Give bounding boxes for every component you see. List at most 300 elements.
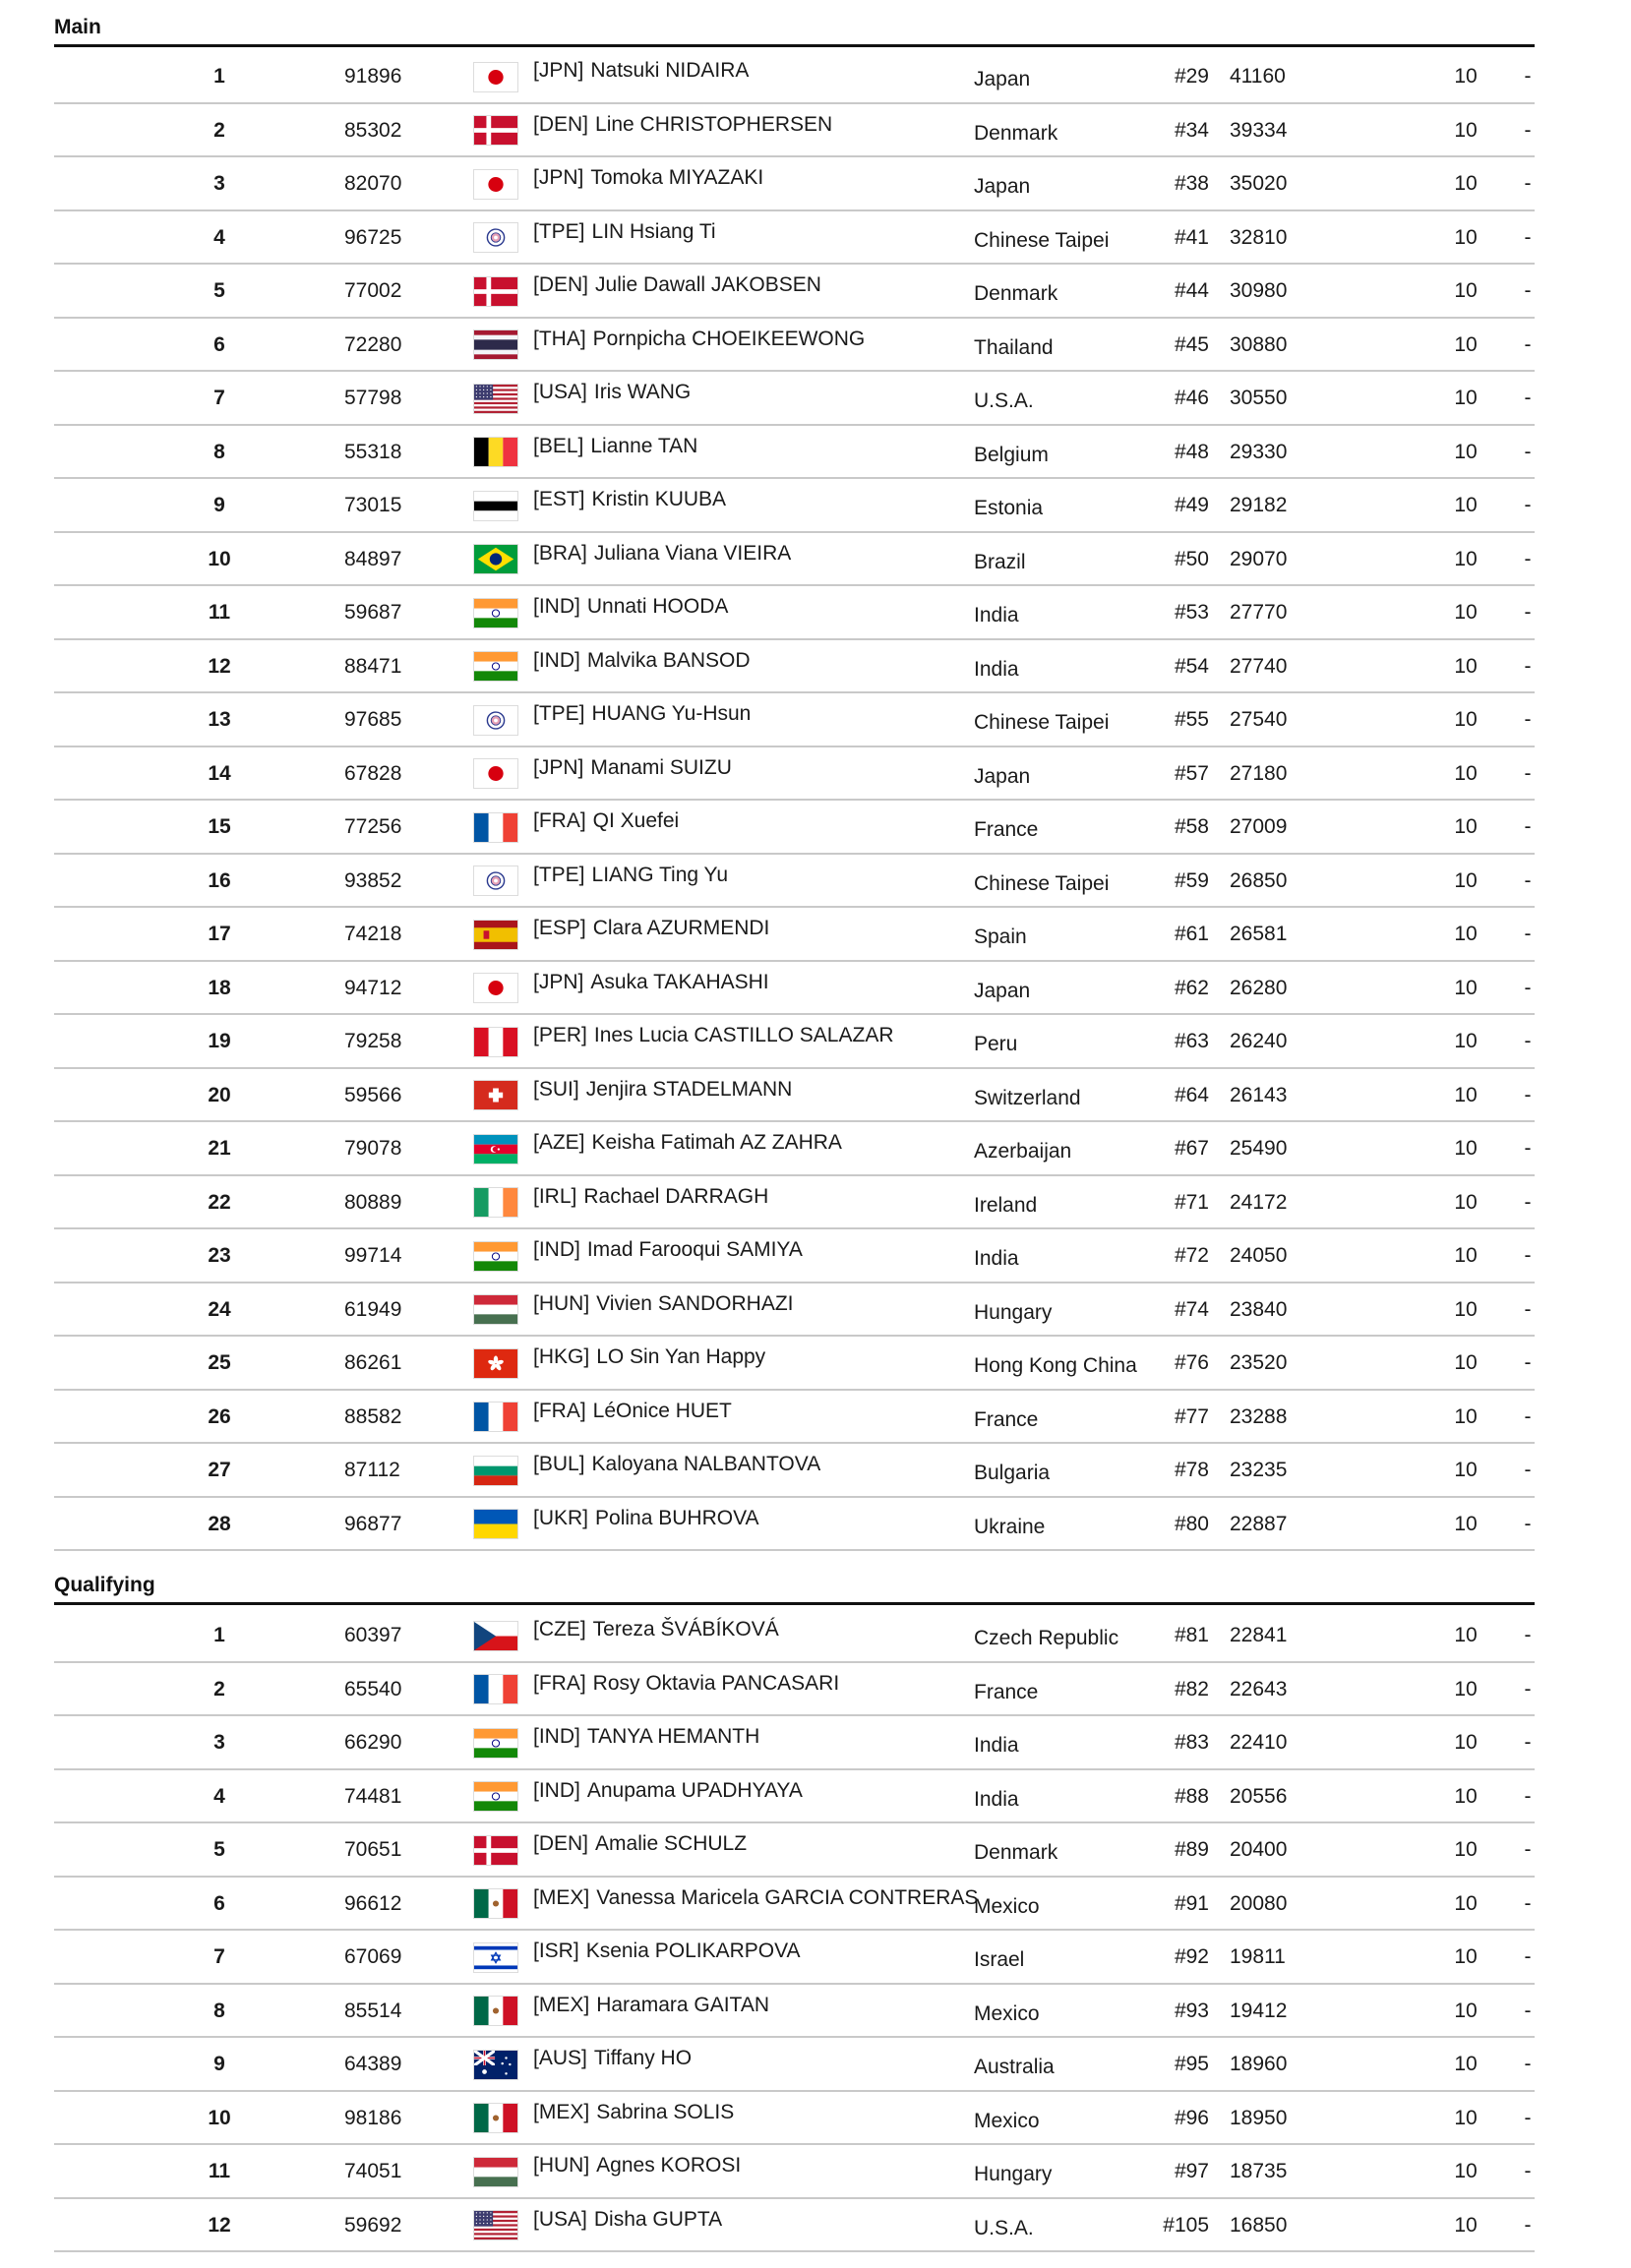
- player-name-cell: [533, 1764, 1015, 1819]
- player-name-cell: [533, 1925, 1015, 1979]
- world-ranking-cell: #53: [1174, 601, 1209, 625]
- world-ranking-cell: #55: [1174, 708, 1209, 732]
- world-ranking-cell: #80: [1174, 1512, 1209, 1535]
- rank-cell: 24: [208, 1297, 231, 1321]
- rank-cell: 11: [208, 601, 231, 625]
- country-cell: Hungary: [974, 2163, 1053, 2186]
- points-cell: 22643: [1230, 1677, 1288, 1701]
- points-cell: 23288: [1230, 1404, 1288, 1428]
- tournaments-cell: 10: [1454, 2106, 1478, 2129]
- country-code: [UKR]: [533, 1506, 589, 1529]
- extra-cell: -: [1524, 118, 1532, 142]
- extra-cell: -: [1524, 547, 1532, 570]
- extra-cell: -: [1524, 1624, 1532, 1647]
- points-cell: 29330: [1230, 440, 1288, 463]
- world-ranking-cell: #83: [1174, 1731, 1209, 1755]
- tournaments-cell: 10: [1454, 1083, 1478, 1106]
- player-name-cell: [533, 634, 1015, 688]
- rank-cell: 20: [208, 1083, 231, 1106]
- flag-cell: [472, 1283, 519, 1338]
- points-cell: 26850: [1230, 868, 1288, 892]
- irl-flag-icon: [473, 1187, 518, 1218]
- extra-cell: -: [1524, 976, 1532, 999]
- world-ranking-cell: #105: [1163, 2213, 1209, 2237]
- player-id-cell: 59566: [344, 1083, 402, 1106]
- world-ranking-cell: #44: [1174, 279, 1209, 303]
- player-name: Kaloyana NALBANTOVA: [591, 1453, 821, 1476]
- player-name: Vivien SANDORHAZI: [596, 1291, 794, 1315]
- flag-cell: [472, 1716, 519, 1770]
- extra-cell: -: [1524, 1945, 1532, 1969]
- flag-cell: [472, 801, 519, 855]
- flag-cell: [472, 1391, 519, 1445]
- table-row: [54, 50, 1535, 104]
- flag-cell: [472, 855, 519, 909]
- world-ranking-cell: #63: [1174, 1030, 1209, 1053]
- extra-cell: -: [1524, 1083, 1532, 1106]
- country-cell: Mexico: [974, 1894, 1040, 1918]
- player-name-cell: [533, 151, 1015, 206]
- player-id-cell: 96612: [344, 1891, 402, 1915]
- den-flag-icon: [473, 1835, 518, 1866]
- mex-flag-icon: [473, 1996, 518, 2026]
- player-id-cell: 64389: [344, 2053, 402, 2076]
- player-name-cell: [533, 1603, 1015, 1657]
- player-name-cell: [533, 742, 1015, 796]
- points-cell: 26240: [1230, 1030, 1288, 1053]
- extra-cell: -: [1524, 494, 1532, 517]
- table-row: [54, 1931, 1535, 1985]
- tournaments-cell: 10: [1454, 332, 1478, 356]
- points-cell: 19811: [1230, 1945, 1286, 1969]
- player-name: Sabrina SOLIS: [596, 2100, 735, 2123]
- bul-flag-icon: [473, 1456, 518, 1486]
- country-cell: India: [974, 1247, 1019, 1271]
- player-name-cell: [533, 366, 1015, 420]
- aus-flag-icon: [473, 2050, 518, 2080]
- points-cell: 32810: [1230, 225, 1288, 249]
- country-code: [HKG]: [533, 1345, 590, 1369]
- player-name: Disha GUPTA: [593, 2207, 723, 2231]
- table-row: [54, 372, 1535, 426]
- player-name: Line CHRISTOPHERSEN: [595, 112, 833, 136]
- points-cell: 26143: [1230, 1083, 1288, 1106]
- player-name: Ksenia POLIKARPOVA: [585, 1940, 801, 1963]
- tournaments-cell: 10: [1454, 2053, 1478, 2076]
- extra-cell: -: [1524, 440, 1532, 463]
- player-id-cell: 84897: [344, 547, 402, 570]
- player-name-cell: [533, 1872, 1015, 1926]
- ind-flag-icon: [473, 1728, 518, 1759]
- player-name-cell: [533, 1009, 1015, 1063]
- country-cell: Estonia: [974, 497, 1044, 520]
- rank-cell: 4: [213, 1784, 225, 1808]
- table-row: [54, 1015, 1535, 1069]
- points-cell: 22841: [1230, 1624, 1288, 1647]
- player-name-cell: [533, 1385, 1015, 1439]
- mex-flag-icon: [473, 2103, 518, 2133]
- player-name: Keisha Fatimah AZ ZAHRA: [591, 1131, 842, 1155]
- table-row: [54, 2038, 1535, 2092]
- extra-cell: -: [1524, 65, 1532, 89]
- table-row: [54, 157, 1535, 211]
- world-ranking-cell: #89: [1174, 1838, 1209, 1862]
- player-name: Iris WANG: [593, 381, 692, 404]
- country-cell: Mexico: [974, 2001, 1040, 2025]
- country-cell: U.S.A.: [974, 389, 1034, 413]
- country-code: [CZE]: [533, 1618, 586, 1641]
- extra-cell: -: [1524, 1404, 1532, 1428]
- tournaments-cell: 10: [1454, 923, 1478, 946]
- extra-cell: -: [1524, 1190, 1532, 1214]
- player-name-cell: [533, 687, 1015, 742]
- den-flag-icon: [473, 276, 518, 307]
- rank-cell: 1: [213, 65, 225, 89]
- country-cell: Hungary: [974, 1300, 1053, 1324]
- flag-cell: [472, 1931, 519, 1985]
- tournaments-cell: 10: [1454, 1624, 1478, 1647]
- player-name: LIN Hsiang Ti: [591, 219, 716, 243]
- world-ranking-cell: #92: [1174, 1945, 1209, 1969]
- country-cell: Chinese Taipei: [974, 228, 1110, 252]
- flag-cell: [472, 1498, 519, 1552]
- player-name-cell: [533, 420, 1015, 474]
- player-id-cell: 72280: [344, 332, 402, 356]
- world-ranking-cell: #77: [1174, 1404, 1209, 1428]
- flag-cell: [472, 1823, 519, 1878]
- extra-cell: -: [1524, 1891, 1532, 1915]
- tournaments-cell: 10: [1454, 601, 1478, 625]
- rank-cell: 10: [208, 2106, 231, 2129]
- table-row: [54, 1985, 1535, 2039]
- country-cell: Bulgaria: [974, 1462, 1051, 1485]
- player-name: Rosy Oktavia PANCASARI: [592, 1671, 840, 1695]
- country-code: [JPN]: [533, 166, 584, 190]
- player-name-cell: [533, 259, 1015, 313]
- tournaments-cell: 10: [1454, 1351, 1478, 1375]
- country-code: [HUN]: [533, 1291, 590, 1315]
- ukr-flag-icon: [473, 1509, 518, 1539]
- flag-cell: [472, 1444, 519, 1498]
- extra-cell: -: [1524, 815, 1532, 839]
- table-row: [54, 211, 1535, 266]
- esp-flag-icon: [473, 920, 518, 950]
- country-cell: India: [974, 604, 1019, 627]
- sui-flag-icon: [473, 1080, 518, 1110]
- isr-flag-icon: [473, 1942, 518, 1973]
- country-cell: Brazil: [974, 550, 1026, 573]
- rank-cell: 26: [208, 1404, 231, 1428]
- country-cell: Thailand: [974, 335, 1054, 359]
- extra-cell: -: [1524, 1731, 1532, 1755]
- flag-cell: [472, 2145, 519, 2199]
- tournaments-cell: 10: [1454, 2213, 1478, 2237]
- player-id-cell: 88471: [344, 654, 402, 678]
- player-name-cell: [533, 580, 1015, 634]
- tpe-flag-icon: [473, 222, 518, 253]
- player-id-cell: 59687: [344, 601, 402, 625]
- points-cell: 30550: [1230, 387, 1288, 410]
- country-cell: Mexico: [974, 2109, 1040, 2132]
- extra-cell: -: [1524, 1512, 1532, 1535]
- player-id-cell: 55318: [344, 440, 402, 463]
- player-name: Julie Dawall JAKOBSEN: [595, 273, 821, 297]
- tournaments-cell: 10: [1454, 1512, 1478, 1535]
- world-ranking-cell: #82: [1174, 1677, 1209, 1701]
- extra-cell: -: [1524, 2106, 1532, 2129]
- mex-flag-icon: [473, 1888, 518, 1919]
- country-code: [AZE]: [533, 1131, 585, 1155]
- world-ranking-cell: #38: [1174, 172, 1209, 196]
- tournaments-cell: 10: [1454, 1244, 1478, 1268]
- world-ranking-cell: #64: [1174, 1083, 1209, 1106]
- country-cell: France: [974, 818, 1039, 842]
- table-row: [54, 2092, 1535, 2146]
- fra-flag-icon: [473, 812, 518, 843]
- extra-cell: -: [1524, 1784, 1532, 1808]
- table-row: [54, 1337, 1535, 1391]
- flag-cell: [472, 211, 519, 266]
- den-flag-icon: [473, 115, 518, 146]
- tournaments-cell: 10: [1454, 494, 1478, 517]
- player-name: Tiffany HO: [593, 2047, 693, 2070]
- table-row: [54, 2199, 1535, 2253]
- country-code: [TPE]: [533, 863, 585, 886]
- ind-flag-icon: [473, 1241, 518, 1272]
- player-name: HUANG Yu-Hsun: [591, 702, 752, 726]
- country-cell: Denmark: [974, 1841, 1058, 1865]
- table-row: [54, 1444, 1535, 1498]
- table-row: [54, 1770, 1535, 1824]
- country-cell: Ireland: [974, 1193, 1038, 1217]
- country-code: [SUI]: [533, 1077, 579, 1101]
- player-id-cell: 97685: [344, 708, 402, 732]
- country-cell: Switzerland: [974, 1086, 1081, 1109]
- hkg-flag-icon: [473, 1348, 518, 1379]
- points-cell: 25490: [1230, 1137, 1288, 1161]
- rank-cell: 17: [208, 923, 231, 946]
- rank-cell: 15: [208, 815, 231, 839]
- country-cell: France: [974, 1407, 1039, 1431]
- player-id-cell: 60397: [344, 1624, 402, 1647]
- rank-cell: 19: [208, 1030, 231, 1053]
- extra-cell: -: [1524, 1297, 1532, 1321]
- rank-cell: 16: [208, 868, 231, 892]
- world-ranking-cell: #74: [1174, 1297, 1209, 1321]
- extra-cell: -: [1524, 2213, 1532, 2237]
- table-row: [54, 640, 1535, 694]
- extra-cell: -: [1524, 279, 1532, 303]
- player-name: Malvika BANSOD: [586, 648, 751, 672]
- player-name-cell: [533, 1818, 1015, 1872]
- rank-cell: 7: [213, 387, 225, 410]
- world-ranking-cell: #81: [1174, 1624, 1209, 1647]
- player-name: Imad Farooqui SAMIYA: [586, 1238, 803, 1262]
- tournaments-cell: 10: [1454, 387, 1478, 410]
- country-cell: Japan: [974, 68, 1031, 91]
- player-id-cell: 88582: [344, 1404, 402, 1428]
- rank-cell: 3: [213, 172, 225, 196]
- rank-cell: 12: [208, 654, 231, 678]
- world-ranking-cell: #88: [1174, 1784, 1209, 1808]
- tha-flag-icon: [473, 329, 518, 360]
- country-code: [FRA]: [533, 1399, 586, 1422]
- rank-cell: 22: [208, 1190, 231, 1214]
- country-code: [IND]: [533, 595, 580, 619]
- flag-cell: [472, 1985, 519, 2039]
- cze-flag-icon: [473, 1621, 518, 1651]
- player-name-cell: [533, 1063, 1015, 1117]
- flag-cell: [472, 1176, 519, 1230]
- flag-cell: [472, 1069, 519, 1123]
- rank-cell: 9: [213, 2053, 225, 2076]
- flag-cell: [472, 1663, 519, 1717]
- est-flag-icon: [473, 491, 518, 521]
- country-code: [USA]: [533, 2207, 587, 2231]
- tournaments-cell: 10: [1454, 225, 1478, 249]
- flag-cell: [472, 265, 519, 319]
- world-ranking-cell: #49: [1174, 494, 1209, 517]
- table-row: [54, 104, 1535, 158]
- rank-cell: 25: [208, 1351, 231, 1375]
- extra-cell: -: [1524, 1137, 1532, 1161]
- tournaments-cell: 10: [1454, 815, 1478, 839]
- points-cell: 35020: [1230, 172, 1288, 196]
- rank-cell: 4: [213, 225, 225, 249]
- country-code: [PER]: [533, 1024, 587, 1047]
- hun-flag-icon: [473, 1294, 518, 1325]
- player-id-cell: 96877: [344, 1512, 402, 1535]
- player-name-cell: [533, 956, 1015, 1010]
- world-ranking-cell: #57: [1174, 761, 1209, 785]
- points-cell: 27740: [1230, 654, 1288, 678]
- extra-cell: -: [1524, 654, 1532, 678]
- country-code: [TPE]: [533, 702, 585, 726]
- usa-flag-icon: [473, 384, 518, 414]
- country-code: [AUS]: [533, 2047, 587, 2070]
- table-row: [54, 319, 1535, 373]
- rank-cell: 8: [213, 1999, 225, 2022]
- table-row: [54, 693, 1535, 747]
- country-code: [DEN]: [533, 273, 589, 297]
- player-id-cell: 74218: [344, 923, 402, 946]
- extra-cell: -: [1524, 761, 1532, 785]
- world-ranking-cell: #61: [1174, 923, 1209, 946]
- country-code: [IRL]: [533, 1184, 577, 1208]
- extra-cell: -: [1524, 1351, 1532, 1375]
- world-ranking-cell: #48: [1174, 440, 1209, 463]
- table-row: [54, 1069, 1535, 1123]
- extra-cell: -: [1524, 601, 1532, 625]
- player-id-cell: 74481: [344, 1784, 402, 1808]
- country-cell: Denmark: [974, 121, 1058, 145]
- extra-cell: -: [1524, 868, 1532, 892]
- country-code: [IND]: [533, 1238, 580, 1262]
- country-cell: India: [974, 1787, 1019, 1811]
- tournaments-cell: 10: [1454, 1891, 1478, 1915]
- player-name-cell: [533, 2032, 1015, 2086]
- player-name: Kristin KUUBA: [591, 488, 727, 511]
- country-cell: Peru: [974, 1033, 1018, 1056]
- country-cell: Czech Republic: [974, 1627, 1119, 1650]
- world-ranking-cell: #72: [1174, 1244, 1209, 1268]
- points-cell: 18950: [1230, 2106, 1288, 2129]
- country-cell: Hong Kong China: [974, 1354, 1137, 1378]
- rank-cell: 1: [213, 1624, 225, 1647]
- world-ranking-cell: #97: [1174, 2160, 1209, 2183]
- flag-cell: [472, 104, 519, 158]
- player-name: Anupama UPADHYAYA: [586, 1778, 803, 1802]
- tournaments-cell: 10: [1454, 1459, 1478, 1482]
- player-name: Vanessa Maricela GARCIA CONTRERAS: [596, 1885, 979, 1909]
- country-code: [BEL]: [533, 434, 584, 457]
- world-ranking-cell: #93: [1174, 1999, 1209, 2022]
- tournaments-cell: 10: [1454, 976, 1478, 999]
- country-code: [TPE]: [533, 219, 585, 243]
- player-id-cell: 87112: [344, 1459, 400, 1482]
- points-cell: 26280: [1230, 976, 1288, 999]
- rank-cell: 28: [208, 1512, 231, 1535]
- country-cell: Belgium: [974, 443, 1049, 466]
- country-code: [JPN]: [533, 755, 584, 779]
- tournaments-cell: 10: [1454, 1030, 1478, 1053]
- tournaments-cell: 10: [1454, 708, 1478, 732]
- points-cell: 20556: [1230, 1784, 1288, 1808]
- player-id-cell: 85514: [344, 1999, 402, 2022]
- player-name-cell: [533, 849, 1015, 903]
- extra-cell: -: [1524, 332, 1532, 356]
- country-code: [HUN]: [533, 2154, 590, 2178]
- tpe-flag-icon: [473, 865, 518, 896]
- country-cell: Japan: [974, 979, 1031, 1002]
- tournaments-cell: 10: [1454, 1945, 1478, 1969]
- points-cell: 16850: [1230, 2213, 1288, 2237]
- points-cell: 22887: [1230, 1512, 1288, 1535]
- player-id-cell: 70651: [344, 1838, 402, 1862]
- player-name-cell: [533, 902, 1015, 956]
- flag-cell: [472, 640, 519, 694]
- extra-cell: -: [1524, 923, 1532, 946]
- country-cell: Azerbaijan: [974, 1140, 1072, 1164]
- extra-cell: -: [1524, 1459, 1532, 1482]
- country-code: [DEN]: [533, 112, 589, 136]
- player-id-cell: 79078: [344, 1137, 402, 1161]
- country-cell: Israel: [974, 1948, 1025, 1972]
- country-code: [MEX]: [533, 1885, 590, 1909]
- player-id-cell: 57798: [344, 387, 402, 410]
- points-cell: 26581: [1230, 923, 1288, 946]
- points-cell: 30980: [1230, 279, 1288, 303]
- country-cell: Ukraine: [974, 1515, 1046, 1538]
- flag-cell: [472, 1229, 519, 1283]
- extra-cell: -: [1524, 2160, 1532, 2183]
- world-ranking-cell: #29: [1174, 65, 1209, 89]
- player-name: Haramara GAITAN: [596, 1993, 770, 2016]
- rank-cell: 27: [208, 1459, 231, 1482]
- country-cell: Chinese Taipei: [974, 871, 1110, 895]
- player-name: Polina BUHROVA: [595, 1506, 759, 1529]
- jpn-flag-icon: [473, 758, 518, 789]
- rank-cell: 11: [208, 2160, 231, 2183]
- extra-cell: -: [1524, 225, 1532, 249]
- jpn-flag-icon: [473, 169, 518, 200]
- country-code: [MEX]: [533, 2100, 590, 2123]
- table-row: [54, 1878, 1535, 1932]
- world-ranking-cell: #34: [1174, 118, 1209, 142]
- rank-cell: 21: [208, 1137, 231, 1161]
- player-name-cell: [533, 527, 1015, 581]
- player-name: Tereza ŠVÁBÍKOVÁ: [592, 1618, 779, 1641]
